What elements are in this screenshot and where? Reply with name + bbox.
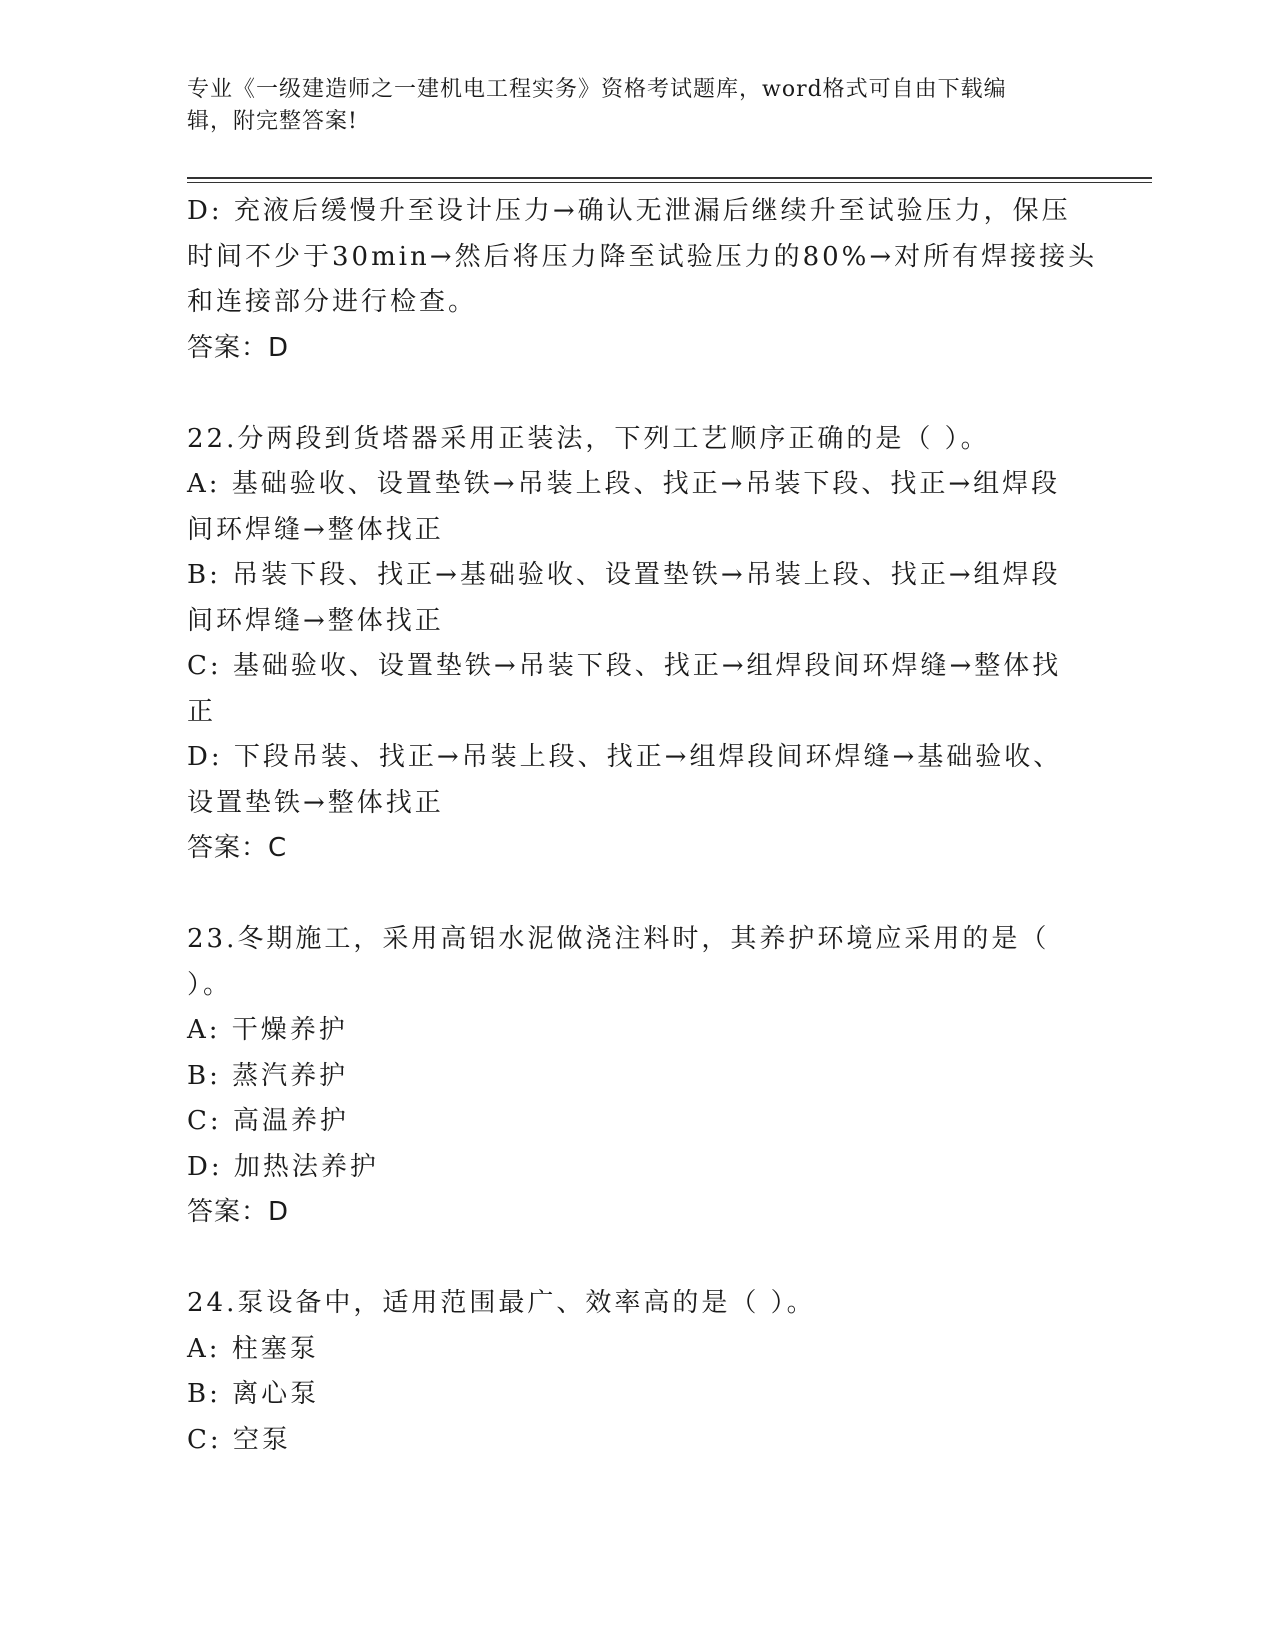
q23-option-c: C: 高温养护 [187, 1106, 349, 1136]
document-body [187, 189, 1098, 1463]
q22-answer: 答案：C [187, 833, 288, 863]
q22-option-b-line-2: 间环焊缝→整体找正 [187, 605, 444, 636]
q24-option-c: C: 空泵 [187, 1424, 291, 1455]
q23-option-d: D: 加热法养护 [187, 1151, 379, 1182]
spacer [187, 1236, 1087, 1282]
q22-option-b-line-1: B: 吊装下段、找正→基础验收、设置垫铁→吊装上段、找正→组焊段 [187, 560, 1061, 590]
q21-option-d-line-3: 和连接部分进行检查。 [187, 287, 478, 317]
header-line-2: 辑，附完整答案! [187, 109, 358, 134]
q23-option-a: A: 干燥养护 [187, 1015, 348, 1045]
q22-stem: 22.分两段到货塔器采用正装法，下列工艺顺序正确的是（ ）。 [187, 423, 990, 454]
q23-answer: 答案：D [187, 1197, 290, 1227]
q24-option-b: B: 离心泵 [187, 1379, 320, 1409]
question-21 [187, 189, 1098, 371]
spacer [187, 872, 1087, 918]
spacer [187, 371, 1087, 417]
q22-option-c-line-1: C: 基础验收、设置垫铁→吊装下段、找正→组焊段间环焊缝→整体找 [187, 651, 1062, 681]
q22-option-a-line-1: A: 基础验收、设置垫铁→吊装上段、找正→吊装下段、找正→组焊段 [187, 469, 1061, 499]
q22-option-c-line-2: 正 [187, 696, 217, 727]
q22-option-d-line-2: 设置垫铁→整体找正 [187, 787, 444, 818]
q24-option-a: A: 柱塞泵 [187, 1333, 319, 1364]
q22-option-d-line-1: D: 下段吊装、找正→吊装上段、找正→组焊段间环焊缝→基础验收、 [187, 742, 1063, 772]
q21-option-d-line-2: 时间不少于30min→然后将压力降至试验压力的80%→对所有焊接接头 [187, 241, 1098, 272]
q23-option-b: B: 蒸汽养护 [187, 1060, 349, 1091]
document-header [187, 74, 1067, 138]
question-22 [187, 417, 1087, 872]
q21-answer: 答案：D [187, 332, 290, 363]
q21-option-d-line-1: D: 充液后缓慢升至设计压力→确认无泄漏后继续升至试验压力，保压 [187, 196, 1071, 226]
header-divider-thin [187, 182, 1152, 183]
question-24 [187, 1281, 1087, 1463]
question-23 [187, 917, 1087, 1236]
q23-stem-line-2: ）。 [187, 969, 233, 1000]
q24-stem: 24.泵设备中，适用范围最广、效率高的是（ ）。 [187, 1288, 816, 1318]
q23-stem-line-1: 23.冬期施工，采用高铝水泥做浇注料时，其养护环境应采用的是（ [187, 924, 1050, 954]
header-divider-thick [187, 177, 1152, 179]
header-line-1: 专业《一级建造师之一建机电工程实务》资格考试题库，word格式可自由下载编 [187, 77, 1007, 102]
q22-option-a-line-2: 间环焊缝→整体找正 [187, 514, 444, 545]
